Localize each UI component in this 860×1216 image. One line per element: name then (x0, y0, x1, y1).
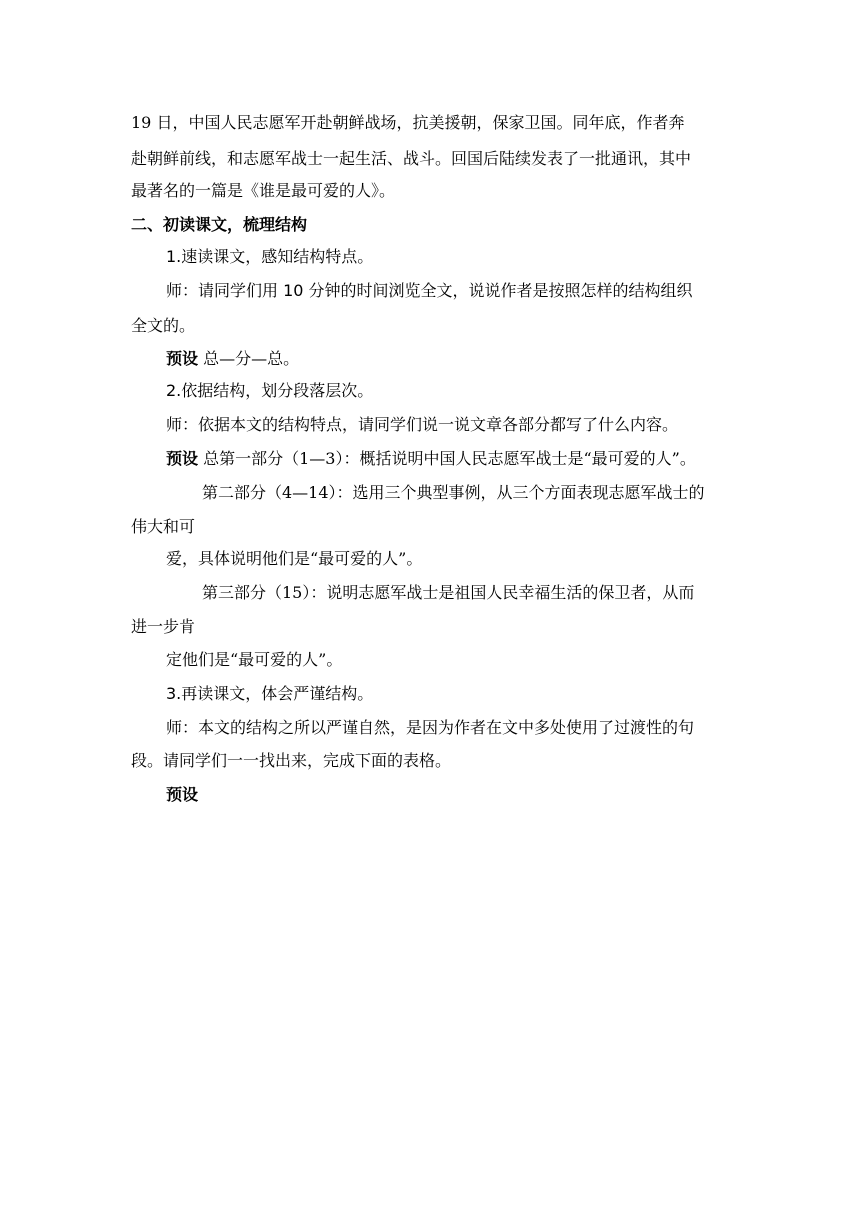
teacher-line-1a: 师：请同学们用 10 分钟的时间浏览全文，说说作者是按照怎样的结构组织 (166, 281, 693, 300)
preset-text: 总—分—总。 (203, 349, 300, 368)
part-3-line-a: 第三部分（15）：说明志愿军战士是祖国人民幸福生活的保卫者，从而 (202, 583, 695, 602)
preset-label: 预设 (166, 349, 199, 368)
preset-2 (166, 449, 696, 469)
paragraph-line-3: 最著名的一篇是《谁是最可爱的人》。 (131, 181, 396, 200)
teacher-line-3a: 师：本文的结构之所以严谨自然，是因为作者在文中多处使用了过渡性的句 (166, 718, 695, 737)
teacher-line-1b: 全文的。 (131, 316, 196, 335)
part-2-line-c: 爱，具体说明他们是“最可爱的人”。 (166, 549, 423, 568)
part-2-line-b: 伟大和可 (131, 517, 196, 536)
step-1: 1.速读课文，感知结构特点。 (166, 247, 374, 266)
preset-label: 预设 (166, 449, 199, 468)
step-2: 2.依据结构，划分段落层次。 (166, 381, 374, 400)
preset-text: 总第一部分（1—3）：概括说明中国人民志愿军战士是“最可爱的人”。 (203, 449, 696, 468)
teacher-line-3b: 段。请同学们一一找出来，完成下面的表格。 (131, 751, 452, 770)
preset-3-label: 预设 (166, 785, 199, 804)
teacher-line-2: 师：依据本文的结构特点，请同学们说一说文章各部分都写了什么内容。 (166, 415, 679, 434)
part-2-line-a: 第二部分（4—14）：选用三个典型事例，从三个方面表现志愿军战士的 (202, 483, 705, 502)
part-3-line-c: 定他们是“最可爱的人”。 (166, 650, 343, 669)
step-3: 3.再读课文，体会严谨结构。 (166, 684, 374, 703)
paragraph-line-1: 19 日，中国人民志愿军开赴朝鲜战场，抗美援朝，保家卫国。同年底，作者奔 (131, 113, 685, 132)
section-heading: 二、初读课文，梳理结构 (131, 215, 308, 234)
preset-1 (166, 349, 299, 369)
part-3-line-b: 进一步肯 (131, 617, 196, 636)
paragraph-line-2: 赴朝鲜前线，和志愿军战士一起生活、战斗。回国后陆续发表了一批通讯，其中 (131, 149, 692, 168)
